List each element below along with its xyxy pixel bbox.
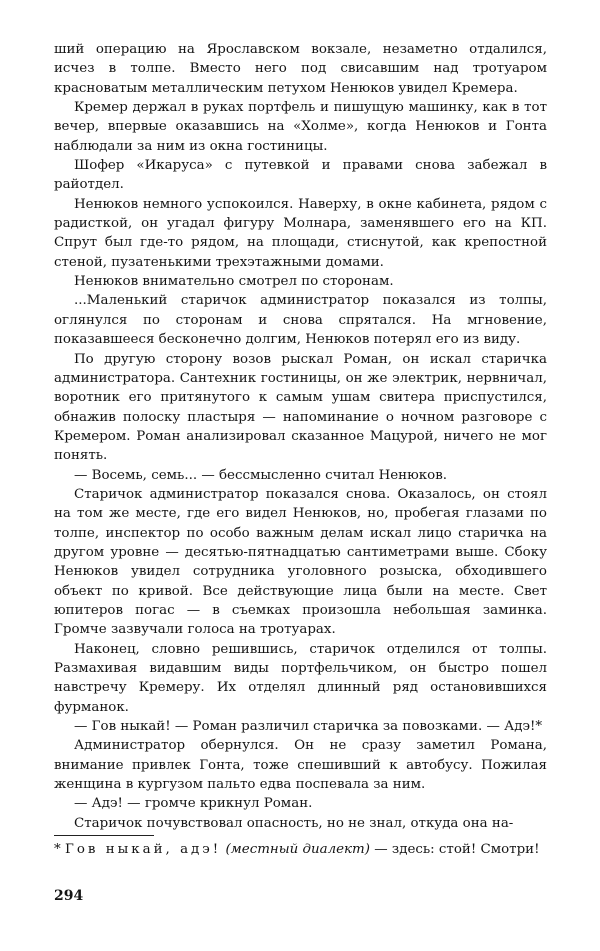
footnote [54,840,547,859]
paragraph: — Адэ! — громче крикнул Роман. [74,796,313,812]
paragraph: Администратор обернулся. Он не сразу заметил Романа, внимание привлек Гонта, тоже спешивший к автобусу. Пожилая женщина в кургузом пальто едва поспевала за ним. [54,738,547,793]
paragraph: Старичок администратор показался снова. Оказалось, он стоял на том же месте, где его видел Ненюков, но, пробегая глазами по толпе, инспектор по особо важным делам искал лицо старичка на другом уровне — десятью-пятнадцатью сантиметрами выше. Сбоку Ненюков увидел сотрудника уголовного розыска, обходившего объект по кривой. Все действующие лица были на месте. Свет юпитеров погас — в съемках произошла небольшая заминка. Громче зазвучали голоса на тротуарах. [54,486,547,638]
page-number: 294 [54,888,84,904]
paragraph: ...Маленький старичок администратор показался из толпы, оглянулся по сторонам и снова спрятался. На мгновение, показавшееся бесконечно долгим, Ненюков потерял его из виду. [54,293,547,348]
paragraph: Ненюков внимательно смотрел по сторонам. [74,274,394,290]
paragraph: Кремер держал в руках портфель и пишущую машинку, как в тот вечер, впервые оказавшись на «Холме», когда Ненюков и Гонта наблюдали за ним из окна гостиницы. [54,100,547,154]
paragraph: Старичок почувствовал опасность, но не знал, откуда она на- [74,815,514,831]
footnote-meaning: — здесь: стой! Смотри! [374,842,540,857]
body-text [54,40,547,833]
paragraph: ший операцию на Ярославском вокзале, незаметно отдалился, исчез в толпе. Вместо него под свисавшим над тротуаром красноватым металлическим петухом Ненюков увидел Кремера. [54,42,547,96]
paragraph: — Гов ныкай! — Роман различил старичка за повозками. — Адэ!* [74,719,543,735]
footnote-note: (местный диалект) [225,842,370,857]
paragraph: Шофер «Икаруса» с путевкой и правами снова забежал в райотдел. [54,158,547,193]
footnote-divider [54,835,154,836]
paragraph: Ненюков немного успокоился. Наверху, в окне кабинета, рядом с радисткой, он угадал фигуру Молнара, заменявшего его на КП. Спрут был где-то рядом, на площади, стиснутой, как крепостной стеной, пузатенькими трехэтажными домами. [54,196,547,270]
paragraph: По другую сторону возов рыскал Роман, он искал старичка администратора. Сантехник гостиницы, он же электрик, нервничал, воротник его притянутого к самым ушам свитера приспустился, обнажив полоску пластыря — напоминание о ночном разговоре с Кремером. Роман анализировал сказанное Мацурой, ничего не мог понять. [54,351,547,464]
paragraph: Наконец, словно решившись, старичок отделился от толпы. Размахивая видавшим виды портфельчиком, он быстро пошел навстречу Кремеру. Их отделял длинный ряд остановившихся фурманок. [54,641,547,715]
paragraph: — Восемь, семь... — бессмысленно считал Ненюков. [74,467,447,483]
footnote-mark: * [54,842,61,857]
footnote-term: Гов ныкай, адэ! [64,842,222,857]
